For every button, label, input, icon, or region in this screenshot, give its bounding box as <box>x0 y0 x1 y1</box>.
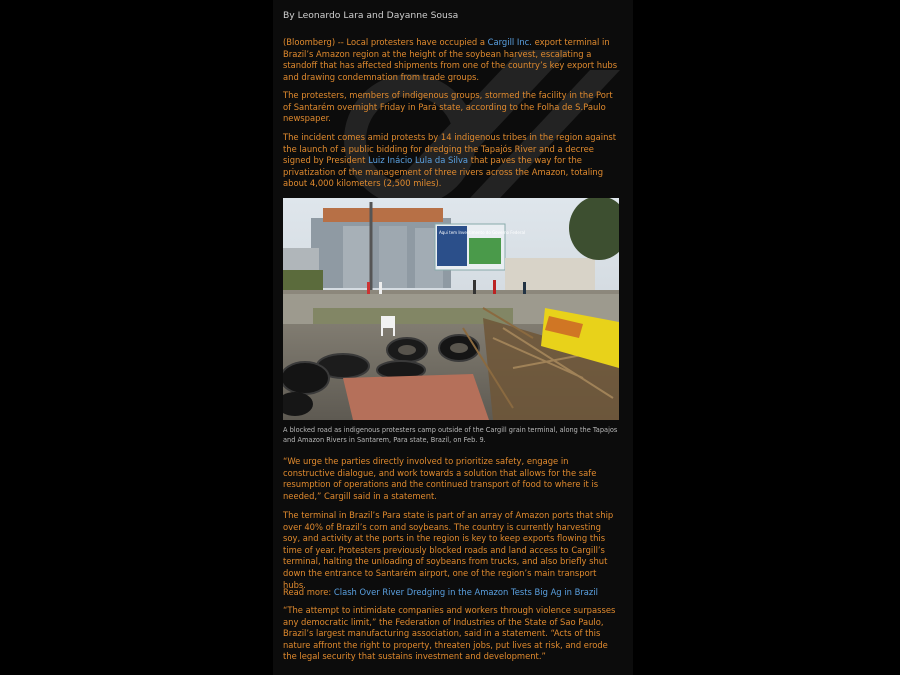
paragraph-4: “We urge the parties directly involved to prioritize safety, engage in constructive dialogue, and work towards a solution that allows for the safe resumption of operations and the continued transport of food to where it is needed,” Cargill said in a statement. <box>283 456 599 501</box>
paragraph-1: (Bloomberg) -- Local protesters have occupied a Cargill Inc. export terminal in Brazil’s Amazon region at the height of the soybean harvest, escalating a standoff that has affected shipments from one of the country’s key export hubs and drawing condemnation from trade groups. <box>283 37 618 82</box>
paragraph-3: The incident comes amid protests by 14 indigenous tribes in the region against the launch of a public bidding for dredging the Tapajós River and a decree signed by President Luiz Inácio Lula da Silva that paves the way for the privatization of the management of three rivers across the Amazon, totaling about 4,000 kilometers (2,500 miles). <box>283 132 617 189</box>
protest-photo <box>283 198 619 420</box>
byline: By Leonardo Lara and Dayanne Sousa <box>283 10 459 21</box>
paragraph-2: The protesters, members of indigenous groups, stormed the facility in the Port of Santarém overnight Friday in Pará state, according to the Folha de S.Paulo newspaper. <box>283 90 613 124</box>
sign-text: Aqui tem Investimento do Governo Federal <box>439 230 526 235</box>
lula-link[interactable]: Luiz Inácio Lula da Silva <box>368 155 469 166</box>
paragraph-6: “The attempt to intimidate companies and workers through violence surpasses any democratic limit,” the Federation of Industries of the State of Sao Paulo, Brazil’s largest manufacturing association, said in a statement. “Acts of this nature affront the right to property, threaten jobs, put lives at risk, and erode the legal security that sustains investment and development.” <box>283 605 616 662</box>
read-more-link[interactable]: Clash Over River Dredging in the Amazon Tests Big Ag in Brazil <box>333 587 598 597</box>
read-more: Read more: Clash Over River Dredging in the Amazon Tests Big Ag in Brazil <box>283 587 598 597</box>
photo-caption: A blocked road as indigenous protesters camp outside of the Cargill grain terminal, along the Tapajos and Amazon Rivers in Santarem, Para state, Brazil, on Feb. 9. <box>283 426 618 444</box>
paragraph-5: The terminal in Brazil’s Para state is part of an array of Amazon ports that ship over 40% of Brazil’s corn and soybeans. The country is currently harvesting soy, and activity at the ports in the region is key to keep exports flowing this time of year. Protesters previously blocked roads and land access to Cargill’s terminal, halting the unloading of soybeans from trucks, and also briefly shut down the entrance to Santarém airport, one of the region’s main transport hubs. <box>283 510 614 590</box>
cargill-link[interactable]: Cargill Inc. <box>487 37 532 47</box>
